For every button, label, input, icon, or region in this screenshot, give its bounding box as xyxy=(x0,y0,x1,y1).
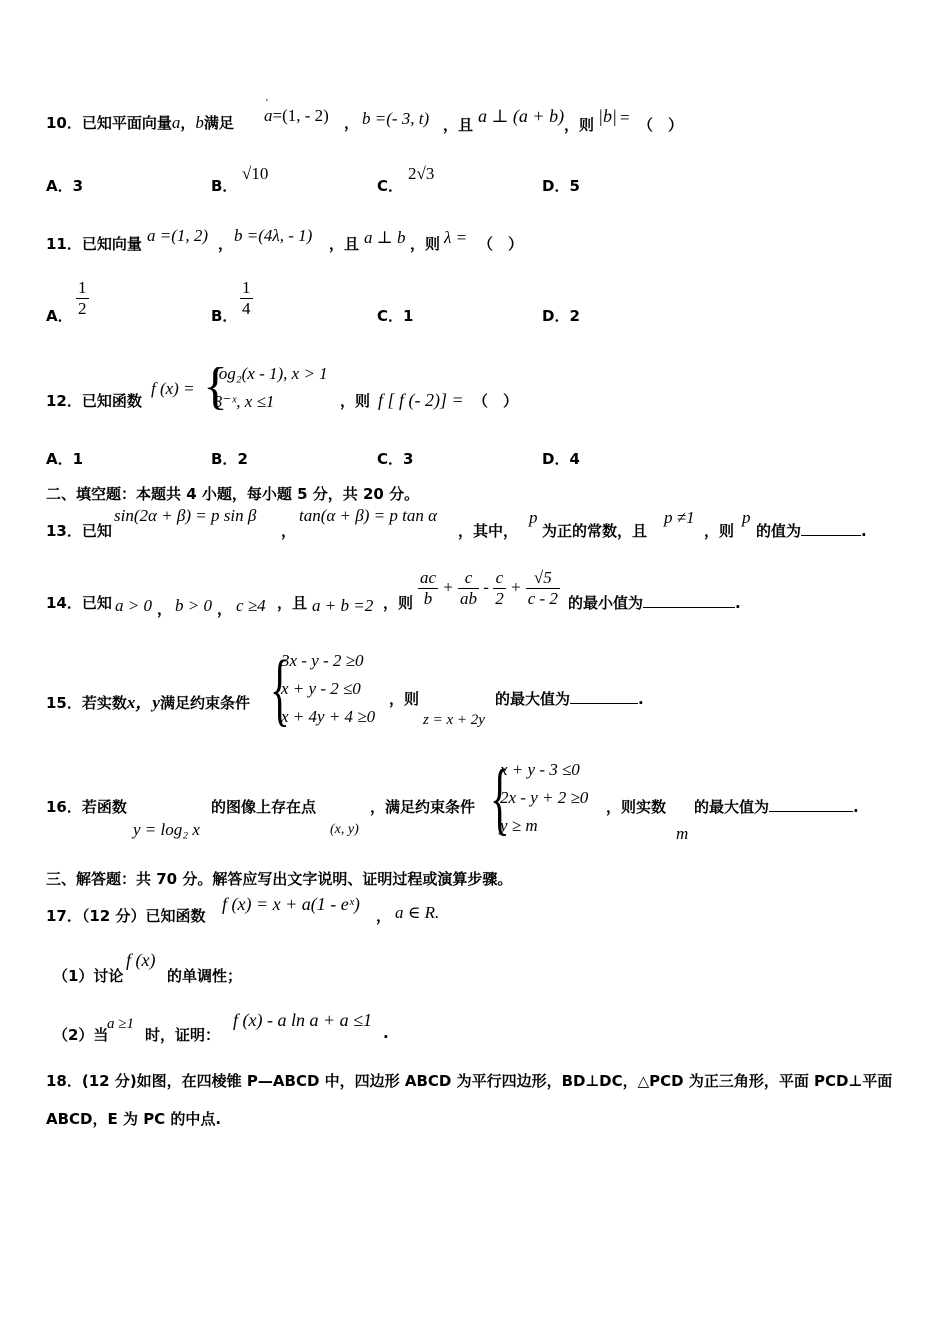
option-label: A． xyxy=(46,307,73,325)
q16-text-5 xyxy=(694,796,859,817)
q14-c1: a > 0 xyxy=(115,596,152,615)
q14-fraction-4 xyxy=(526,568,560,609)
q10-abs-b: |b| xyxy=(598,106,617,126)
q15-constraints xyxy=(281,647,375,731)
option-value: 5 xyxy=(569,177,580,195)
q10-vec-b: b xyxy=(195,113,204,132)
q12-brace: { xyxy=(203,358,228,415)
q14-period: . xyxy=(735,594,741,612)
q14-comma-1: ， xyxy=(157,600,173,618)
fraction-denominator: c - 2 xyxy=(527,589,558,608)
option-label: B． xyxy=(211,450,238,468)
q16-period: . xyxy=(853,798,859,816)
q17-stem xyxy=(46,905,205,926)
q12-option-b xyxy=(211,448,248,469)
q17-part-1-f: f (x) xyxy=(126,950,156,970)
q14-text-3: ，则 xyxy=(383,594,414,612)
q13-p-2: p xyxy=(742,508,751,527)
option-value: 3 xyxy=(403,450,414,468)
q15-text-2: 满足约束条件 xyxy=(159,694,250,712)
fraction-numerator: 1 xyxy=(78,278,87,297)
q15-stem xyxy=(46,688,250,713)
q14-number: 14． xyxy=(46,594,82,612)
fraction-denominator: 2 xyxy=(78,299,87,318)
q11-lambda: λ = xyxy=(444,228,468,247)
q11-option-a xyxy=(46,305,73,326)
option-label: C． xyxy=(377,450,404,468)
fraction-numerator: c xyxy=(493,568,506,589)
q11-comma: ， xyxy=(218,235,234,253)
q10-option-a xyxy=(46,175,83,196)
q12-number: 12． xyxy=(46,392,82,410)
q16-stem xyxy=(46,796,127,817)
q10-stem xyxy=(46,112,234,133)
q14-c3: c ≥4 xyxy=(236,596,266,615)
q10-comma-2: ， xyxy=(344,114,360,132)
q12-text-1: 已知函数 xyxy=(81,392,142,410)
q10-option-c-value: 2√3 xyxy=(408,164,435,183)
q16-m: m xyxy=(676,824,689,843)
q17-function: f (x) = x + a(1 - eˣ) xyxy=(222,894,360,914)
q17-inequality: f (x) - a ln a + a ≤1 xyxy=(233,1010,372,1030)
fraction-denominator: 4 xyxy=(242,299,251,318)
q16-constraint-2: 2x - y + 2 ≥0 xyxy=(500,788,589,807)
q15-period: . xyxy=(638,690,644,708)
q10-equals: = xyxy=(620,108,630,127)
q17-period: . xyxy=(434,903,440,922)
q16-text-1: 若函数 xyxy=(81,798,127,816)
q15-objective: z = x + 2y xyxy=(423,712,485,728)
q14-stem xyxy=(46,592,112,613)
option-value: 3 xyxy=(72,177,84,195)
q14-text-2: ，且 xyxy=(277,594,308,612)
fraction-denominator: 2 xyxy=(495,589,504,608)
q17-comma: ， xyxy=(376,907,392,925)
q16-function: y = log₂ x xyxy=(133,820,200,839)
q16-number: 16． xyxy=(46,798,82,816)
vector-arrow-icon: ' xyxy=(266,98,268,109)
q10-paren: （ ） xyxy=(638,116,684,134)
q10-vec-a: a xyxy=(171,113,181,132)
q12-text-2: ，则 xyxy=(340,392,371,410)
q11-option-c xyxy=(377,305,413,326)
fraction-numerator: ac xyxy=(420,568,437,587)
q14-text-1: 已知 xyxy=(81,594,112,612)
q15-constraint-2: x + y - 2 ≤0 xyxy=(281,679,361,698)
option-value: 4 xyxy=(569,450,580,468)
q12-option-d xyxy=(542,448,580,469)
option-label: D． xyxy=(542,450,570,468)
q11-option-b xyxy=(211,305,237,326)
fraction-numerator: c xyxy=(458,568,479,589)
q15-answer-blank[interactable] xyxy=(570,689,638,704)
q13-text-4: ，则 xyxy=(704,522,735,540)
q15-text-4 xyxy=(495,688,644,709)
option-label: B． xyxy=(211,177,238,195)
q17-part-2-expr xyxy=(233,1010,372,1031)
option-label: A． xyxy=(46,177,73,195)
q13-text-1: 已知 xyxy=(81,522,112,540)
q15-number: 15． xyxy=(46,694,82,712)
q16-text-4: ，则实数 xyxy=(606,798,667,816)
option-label: D． xyxy=(542,177,570,195)
q12-paren: （ ） xyxy=(473,392,519,410)
q13-text-2: ，其中， xyxy=(458,522,519,540)
q16-answer-blank[interactable] xyxy=(769,797,853,812)
q11-number: 11． xyxy=(46,235,82,253)
q12-case-2: 3⁻ˣ, x ≤1 xyxy=(214,392,275,411)
q17-cond xyxy=(395,903,439,923)
q10-option-c xyxy=(377,175,403,196)
q16-point: (x, y) xyxy=(330,822,359,837)
q10-text-4: ，则 xyxy=(564,116,595,134)
q14-fraction-1 xyxy=(418,568,438,609)
q10-a-value xyxy=(264,98,329,126)
q13-p: p xyxy=(529,508,538,527)
q13-number: 13． xyxy=(46,522,82,540)
q16-text-3: ，满足约束条件 xyxy=(370,798,476,816)
q16-constraint-1: x + y - 3 ≤0 xyxy=(500,760,580,779)
q17-part-2-cond: a ≥1 xyxy=(107,1016,134,1032)
fraction-denominator: ab xyxy=(460,589,478,608)
q18-line-2: ABCD，E 为 PC 的中点. xyxy=(46,1110,222,1128)
q13-cond: p ≠1 xyxy=(664,508,695,527)
q10-number: 10． xyxy=(46,114,82,132)
q17-part-2-text: 时，证明： xyxy=(145,1026,221,1044)
q13-answer-blank[interactable] xyxy=(801,521,861,536)
q17-part-2-end: . xyxy=(383,1024,389,1042)
q10-option-b xyxy=(211,175,237,196)
q15-constraint-1: 3x - y - 2 ≥0 xyxy=(281,651,364,670)
q10-text-3: ，且 xyxy=(443,116,474,134)
q10-a-symbol: a xyxy=(264,106,273,125)
option-value: 1 xyxy=(72,450,84,468)
q11-perp: a ⊥ b xyxy=(364,228,406,247)
q15-variables: x，y xyxy=(126,693,160,712)
q10-text-1: 已知平面向量 xyxy=(81,114,172,132)
q17-score-text: （12 分）已知函数 xyxy=(81,907,206,925)
q10-comma: ， xyxy=(180,114,196,132)
q12-f: f (x) = xyxy=(151,379,195,398)
option-value: 1 xyxy=(403,307,414,325)
q14-expression xyxy=(418,568,560,609)
q17-part-1-text: 的单调性； xyxy=(167,967,243,985)
q12-expr: f [ f (- 2)] = xyxy=(378,390,464,410)
q14-c2: b > 0 xyxy=(175,596,212,615)
q11-option-a-fraction xyxy=(76,278,89,319)
fraction-numerator: 1 xyxy=(242,278,251,297)
plus-sign: + xyxy=(438,577,459,597)
q16-constraints xyxy=(500,756,588,840)
q17-domain: a ∈ R xyxy=(395,903,435,922)
q14-answer-prompt: 的最小值为 xyxy=(568,594,644,612)
minus-sign: - xyxy=(479,577,494,597)
q17-part-1-label: （1）讨论 xyxy=(53,967,124,985)
q17-number: 17． xyxy=(46,907,82,925)
fraction-numerator: √5 xyxy=(526,568,560,589)
q13-eq-2: tan(α + β) = p tan α xyxy=(299,506,438,525)
q10-perp-expr: a ⊥ (a + b) xyxy=(478,106,565,126)
option-value: 2 xyxy=(237,450,248,468)
section-3-heading: 三、解答题：共 70 分。解答应写出文字说明、证明过程或演算步骤。 xyxy=(46,870,513,888)
q13-period: . xyxy=(861,522,867,540)
q16-brace: { xyxy=(490,752,510,843)
q10-text-2: 满足 xyxy=(203,114,234,132)
q15-text-1: 若实数 xyxy=(81,694,127,712)
option-value: 2 xyxy=(569,307,580,325)
q12-option-c xyxy=(377,448,413,469)
option-label: C． xyxy=(377,177,404,195)
q10-option-b-value: √10 xyxy=(242,164,269,183)
q18-line-1: 18．(12 分)如图，在四棱锥 P—ABCD 中，四边形 ABCD 为平行四边形，BD⊥DC，△PCD 为正三角形，平面 PCD⊥平面 xyxy=(46,1072,893,1090)
option-label: C． xyxy=(377,307,404,325)
q12-case-1: log₂(x - 1), x > 1 xyxy=(214,364,328,383)
q16-text-2: 的图像上存在点 xyxy=(211,798,317,816)
q15-text-3: ，则 xyxy=(389,690,420,708)
q15-brace: { xyxy=(270,643,290,734)
q16-answer-prompt: 的最大值为 xyxy=(694,798,770,816)
q14-fraction-3 xyxy=(493,568,506,609)
q12-stem xyxy=(46,390,142,411)
option-label: A． xyxy=(46,450,73,468)
q13-comma: ， xyxy=(281,522,297,540)
q11-text-2: ，且 xyxy=(329,235,360,253)
q14-fraction-2 xyxy=(458,568,479,609)
q11-text-3: ，则 xyxy=(410,235,441,253)
q13-text-3: 为正的常数，且 xyxy=(542,522,648,540)
q11-option-d xyxy=(542,305,580,326)
q11-paren: （ ） xyxy=(478,235,524,253)
q14-c4: a + b =2 xyxy=(312,596,374,615)
q11-text-1: 已知向量 xyxy=(81,235,142,253)
q14-comma-2: ， xyxy=(217,600,233,618)
q10-b-value: b =(- 3, t) xyxy=(362,109,430,128)
q15-constraint-3: x + 4y + 4 ≥0 xyxy=(281,707,376,726)
plus-sign: + xyxy=(505,577,526,597)
q11-stem xyxy=(46,233,142,254)
q13-text-5 xyxy=(756,520,867,541)
option-label: B． xyxy=(211,307,238,325)
q11-a-value: a =(1, 2) xyxy=(147,226,209,245)
fraction-denominator: b xyxy=(423,589,433,608)
q14-answer-blank[interactable] xyxy=(643,593,735,608)
q13-eq-1: sin(2α + β) = p sin β xyxy=(114,506,257,525)
q15-answer-prompt: 的最大值为 xyxy=(495,690,571,708)
q17-part-2-label: （2）当 xyxy=(53,1026,109,1044)
q14-text-4 xyxy=(568,592,741,613)
q13-answer-prompt: 的值为 xyxy=(756,522,802,540)
option-label: D． xyxy=(542,307,570,325)
q10-a-coords: =(1, - 2) xyxy=(272,106,329,125)
section-2-heading: 二、填空题：本题共 4 小题，每小题 5 分，共 20 分。 xyxy=(46,485,420,503)
q10-option-d xyxy=(542,175,580,196)
q11-b-value: b =(4λ, - 1) xyxy=(234,226,313,245)
q11-option-b-fraction xyxy=(240,278,253,319)
q12-option-a xyxy=(46,448,83,469)
q16-constraint-3: y ≥ m xyxy=(500,816,538,835)
q13-stem xyxy=(46,520,112,541)
